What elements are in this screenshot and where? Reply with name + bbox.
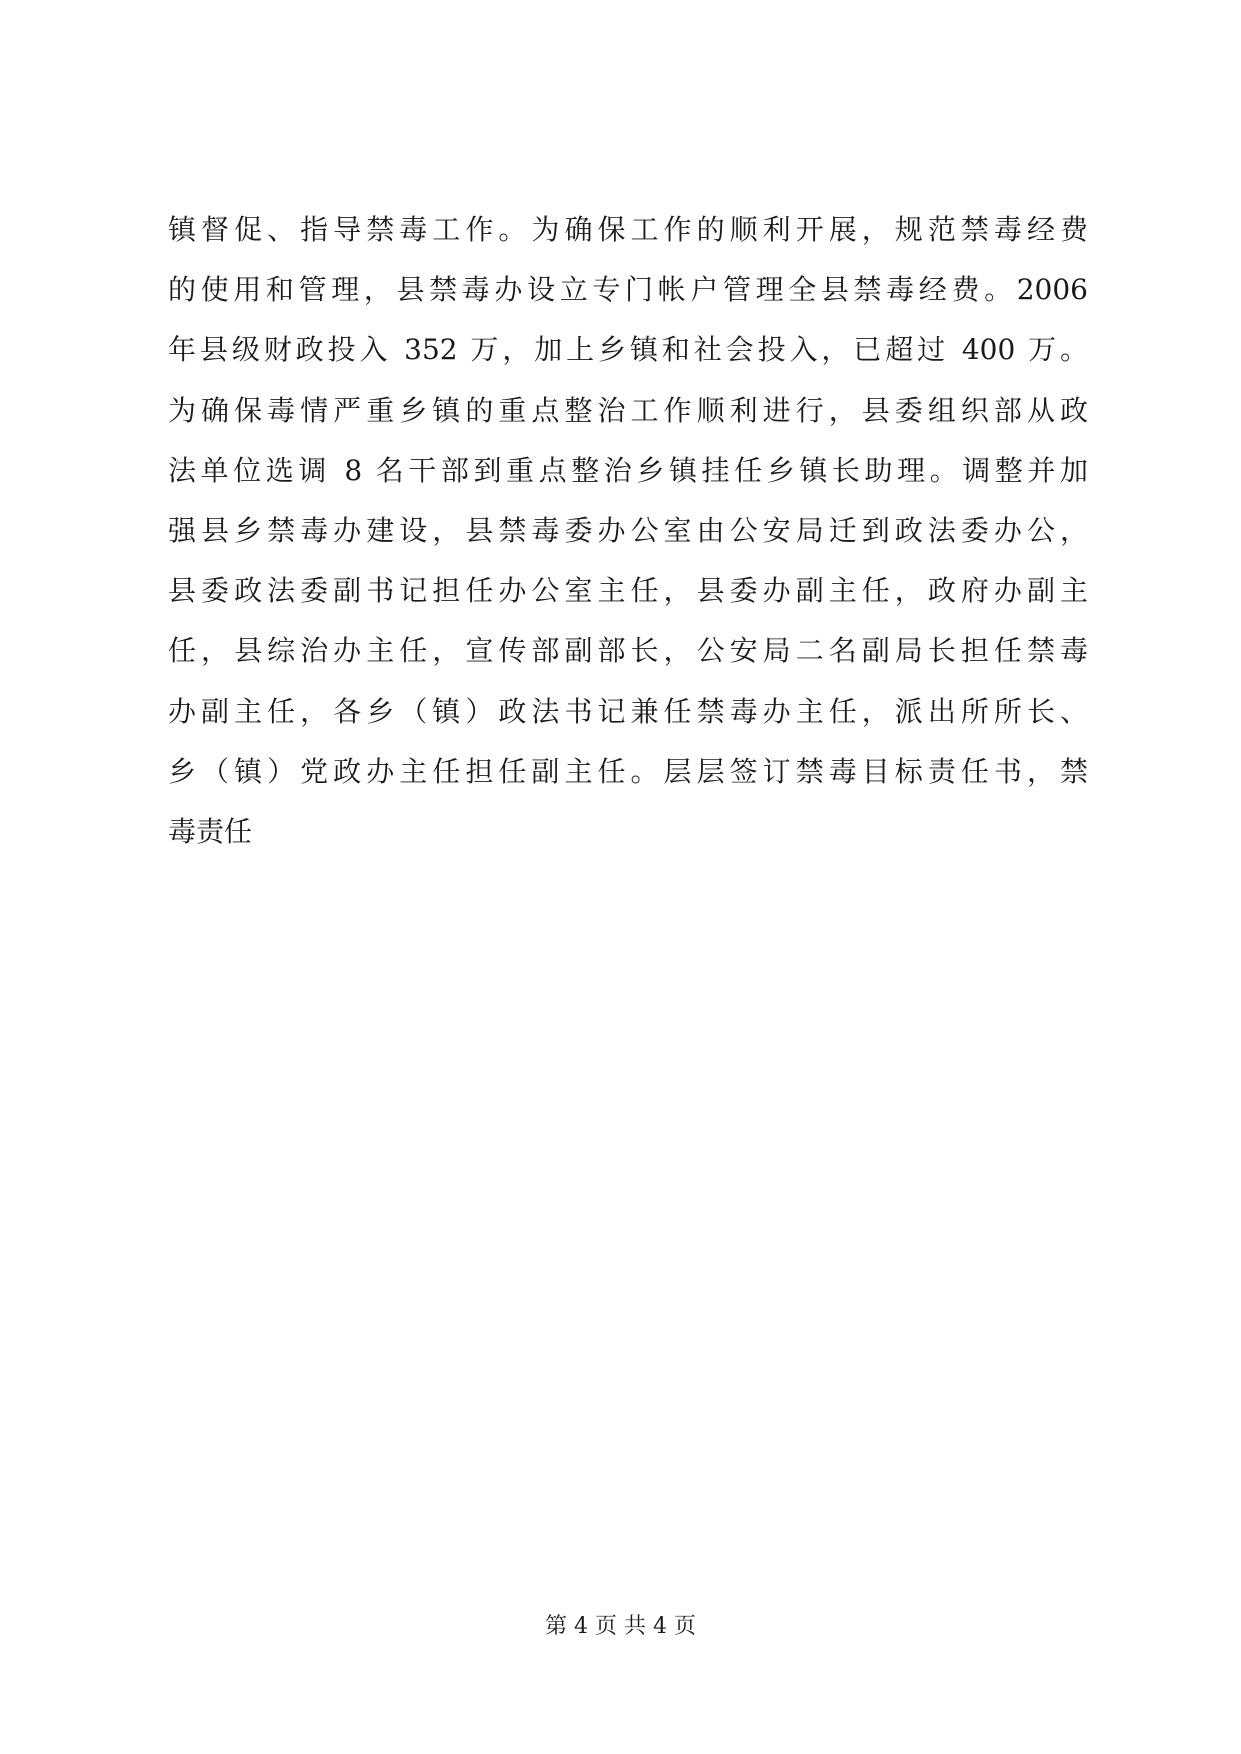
body-text bbox=[168, 200, 1088, 862]
text-line: 办副主任，各乡（镇）政法书记兼任禁毒办主任，派出所所长、 bbox=[168, 694, 1088, 728]
text-line: 法单位选调 8 名干部到重点整治乡镇挂任乡镇长助理。调整并加 bbox=[168, 453, 1088, 487]
text-line: 镇督促、指导禁毒工作。为确保工作的顺利开展，规范禁毒经费 bbox=[168, 213, 1088, 246]
text-line: 县委政法委副书记担任办公室主任，县委办副主任，政府办副主 bbox=[168, 574, 1088, 608]
text-line: 为确保毒情严重乡镇的重点整治工作顺利进行，县委组织部从政 bbox=[168, 393, 1088, 427]
text-line: 强县乡禁毒办建设，县禁毒委办公室由公安局迁到政法委办公， bbox=[168, 513, 1088, 547]
text-line: 任，县综治办主任，宣传部副部长，公安局二名副局长担任禁毒 bbox=[168, 634, 1088, 668]
text-line: 年县级财政投入 352 万，加上乡镇和社会投入，已超过 400 万。 bbox=[168, 333, 1088, 367]
text-line: 毒责任 bbox=[168, 814, 253, 848]
page-number: 第 4 页 共 4 页 bbox=[545, 1614, 696, 1639]
text-line: 乡（镇）党政办主任担任副主任。层层签订禁毒目标责任书，禁 bbox=[168, 754, 1088, 788]
text-line: 的使用和管理，县禁毒办设立专门帐户管理全县禁毒经费。2006 bbox=[168, 273, 1088, 307]
